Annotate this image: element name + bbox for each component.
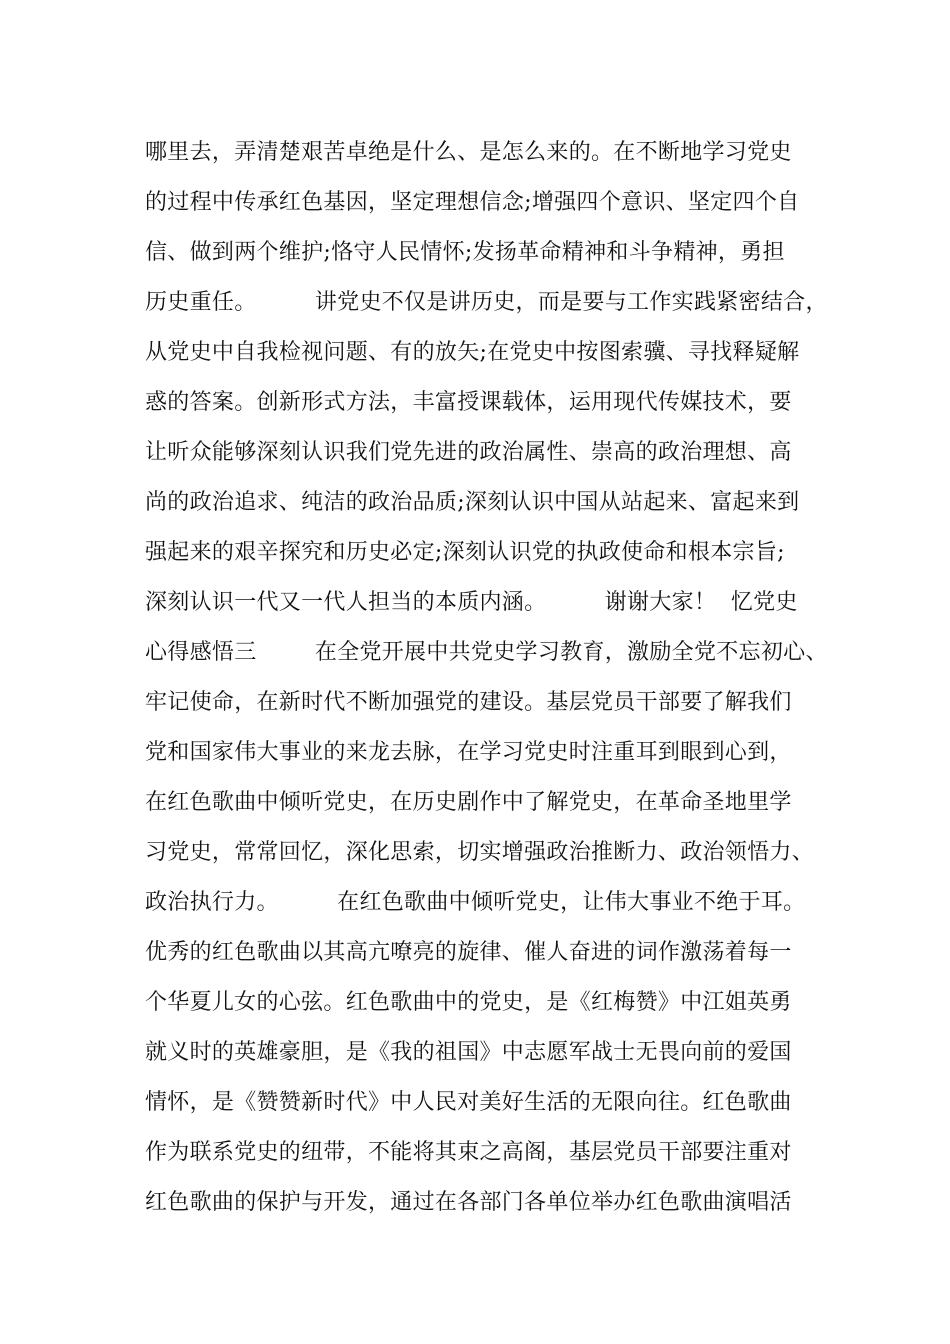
- text-line: 让听众能够深刻认识我们党先进的政治属性、崇高的政治理想、高: [145, 440, 792, 465]
- text-line: 党和国家伟大事业的来龙去脉，在学习党史时注重耳到眼到心到，: [145, 740, 792, 765]
- text-line: 作为联系党史的纽带，不能将其束之高阁，基层党员干部要注重对: [145, 1140, 792, 1165]
- text-line: 的过程中传承红色基因，坚定理想信念;增强四个意识、坚定四个自: [145, 190, 800, 215]
- text-line: 哪里去，弄清楚艰苦卓绝是什么、是怎么来的。在不断地学习党史: [145, 140, 792, 165]
- text-line: 尚的政治追求、纯洁的政治品质;深刻认识中国从站起来、富起来到: [145, 490, 800, 515]
- text-line: 历史重任。 讲党史不仅是讲历史，而是要与工作实践紧密结合，: [145, 290, 828, 315]
- text-line: 心得感悟三 在全党开展中共党史学习教育，激励全党不忘初心、: [145, 640, 828, 665]
- text-line: 习党史，常常回忆，深化思索，切实增强政治推断力、政治领悟力、: [145, 840, 815, 865]
- text-line: 就义时的英雄豪胆，是《我的祖国》中志愿军战士无畏向前的爱国: [145, 1040, 792, 1065]
- body-text: [145, 128, 845, 1228]
- text-line: 红色歌曲的保护与开发，通过在各部门各单位举办红色歌曲演唱活: [145, 1190, 792, 1215]
- text-line: 政治执行力。 在红色歌曲中倾听党史，让伟大事业不绝于耳。: [145, 890, 806, 915]
- text-line: 牢记使命，在新时代不断加强党的建设。基层党员干部要了解我们: [145, 690, 792, 715]
- text-line: 在红色歌曲中倾听党史，在历史剧作中了解党史，在革命圣地里学: [145, 790, 792, 815]
- text-line: 情怀，是《赞赞新时代》中人民对美好生活的无限向往。红色歌曲: [145, 1090, 792, 1115]
- text-line: 从党史中自我检视问题、有的放矢;在党史中按图索骥、寻找释疑解: [145, 340, 800, 365]
- text-line: 信、做到两个维护;恪守人民情怀;发扬革命精神和斗争精神，勇担: [145, 240, 785, 265]
- text-line: 个华夏儿女的心弦。红色歌曲中的党史，是《红梅赞》中江姐英勇: [145, 990, 792, 1015]
- text-line: 优秀的红色歌曲以其高亢嘹亮的旋律、催人奋进的词作激荡着每一: [145, 940, 792, 965]
- text-line: 强起来的艰辛探究和历史必定;深刻认识党的执政使命和根本宗旨;: [145, 540, 785, 565]
- text-line: 惑的答案。创新形式方法，丰富授课载体，运用现代传媒技术，要: [145, 390, 792, 415]
- text-line: 深刻认识一代又一代人担当的本质内涵。 谢谢大家！ 忆党史: [145, 590, 798, 615]
